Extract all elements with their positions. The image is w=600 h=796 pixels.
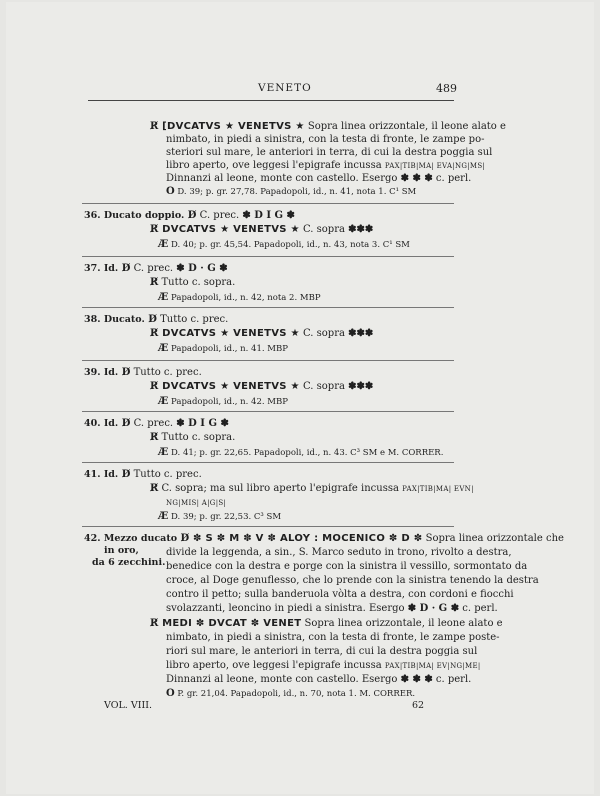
text-line (166, 172, 471, 186)
text-span: R̸ (150, 328, 159, 339)
text-span: nimbato, in piedi a sinistra, con la testa di fronte, le zampe poste- (166, 632, 500, 643)
text-line (84, 417, 229, 431)
text-span: R̸ (150, 483, 159, 494)
text-line (84, 262, 228, 276)
text-line (166, 673, 471, 687)
text-span: c. perl. (459, 603, 498, 614)
text-line (150, 482, 474, 496)
text-line (166, 588, 514, 602)
text-line (84, 468, 202, 482)
text-line (166, 631, 500, 645)
text-span: D. 39; p. gr. 22,53. C³ SM (168, 512, 282, 522)
text-span: R̸ (150, 121, 159, 132)
entry-separator (82, 462, 454, 463)
entry-separator (82, 411, 454, 412)
text-line (166, 546, 512, 560)
text-span: 36. Ducato doppio. (84, 210, 185, 221)
text-span: D̸ (118, 367, 131, 378)
text-span: riori sul mare, le anteriori in terra, di cui la destra poggia sul (166, 646, 478, 657)
text-span: Æ (158, 343, 169, 354)
text-span: C. prec. (196, 210, 243, 221)
text-span: O (166, 186, 175, 197)
text-line (84, 209, 295, 223)
text-span: Tutto c. prec. (130, 469, 202, 480)
page-number: 489 (436, 82, 457, 95)
text-span: in oro, (104, 545, 139, 556)
text-span: ✽ ✽ ✽ (400, 173, 433, 184)
text-line (92, 556, 165, 570)
text-span: steriori sul mare, le anteriori in terra, di cui la destra poggia sul (166, 147, 493, 158)
text-span: Tutto c. prec. (156, 314, 229, 325)
text-span: R̸ (150, 618, 159, 629)
text-span: contro il petto; sulla banderuola vòlta a destra, con cordoni e fiocchi (166, 589, 514, 600)
text-span: Æ (158, 511, 169, 522)
text-span: ✽ D I G ✽ (242, 210, 295, 221)
text-span: C. sopra; ma sul libro aperto l'epigrafe incussa (158, 483, 403, 494)
text-span: PAX|TIB|MA| EVA|NG|MS| (384, 162, 486, 170)
text-span: libro aperto, ove leggesi l'epigrafe incussa (166, 660, 385, 671)
text-span: DVCATVS ★ VENETVS ★ (158, 224, 300, 235)
text-line (166, 687, 415, 701)
text-line (150, 327, 373, 341)
text-line (166, 602, 498, 616)
text-span: D̸ (144, 314, 157, 325)
text-line (84, 313, 228, 327)
text-line (84, 532, 564, 546)
text-line (166, 659, 481, 673)
text-span: PAX|TIB|MA| EV|NG|ME| (384, 662, 481, 670)
text-line (158, 446, 443, 460)
text-span: 39. Id. (84, 367, 119, 378)
text-span: MEDI ✽ DVCAT ✽ VENET (158, 618, 302, 629)
text-span: D̸ (118, 263, 131, 274)
text-span: D. 41; p. gr. 22,65. Papadopoli, id., n. 43. C³ SM e M. CORRER. (168, 448, 444, 458)
text-line (166, 133, 484, 147)
text-span: C. prec. (130, 263, 177, 274)
text-span: ✽ S ✽ M ✽ V ✽ ALOY : MOCENICO ✽ D ✽ (189, 533, 423, 544)
text-span: R̸ (150, 277, 159, 288)
text-line (166, 146, 492, 160)
text-line (158, 510, 281, 524)
text-span: P. gr. 21,04. Papadopoli, id., n. 70, nota 1. M. CORRER. (174, 689, 416, 699)
text-span: D̸ (118, 418, 131, 429)
text-span: Tutto c. sopra. (158, 432, 236, 443)
text-span: 37. Id. (84, 263, 119, 274)
text-line (150, 223, 373, 237)
text-line (150, 431, 235, 445)
text-span: ✽ D I G ✽ (176, 418, 229, 429)
text-span: Sopra linea orizzontale, il leone alato e (301, 618, 503, 629)
entry-separator (82, 307, 454, 308)
text-span: C. sopra (299, 381, 349, 392)
text-span: DVCATVS ★ VENETVS ★ (158, 381, 300, 392)
text-span: Æ (158, 396, 169, 407)
text-line (166, 574, 539, 588)
text-span: c. perl. (432, 674, 472, 685)
text-span: ✽ D · G ✽ (407, 603, 460, 614)
text-span: svolazzanti, leoncino in piedi a sinistra. Esergo (166, 603, 408, 614)
text-span: D̸ (118, 469, 131, 480)
text-span: Tutto c. prec. (130, 367, 202, 378)
running-head: VENETO (258, 82, 312, 94)
text-span: D. 39; p. gr. 27,78. Papadopoli, id., n. 41, nota 1. C¹ SM (174, 187, 417, 197)
text-span: Tutto c. sopra. (158, 277, 236, 288)
text-span: 41. Id. (84, 469, 119, 480)
text-span: Dinnanzi al leone, monte con castello. Esergo (166, 173, 401, 184)
text-span: R̸ (150, 224, 159, 235)
text-line (158, 342, 288, 356)
text-span: ✽✽✽ (348, 224, 374, 235)
text-line (158, 291, 321, 305)
text-line (166, 645, 477, 659)
header-rule (88, 100, 454, 101)
text-span: PAX|TIB|MA| EVN| (402, 485, 474, 493)
text-line (166, 560, 527, 574)
text-span: Sopra linea orizzontale che (422, 533, 564, 544)
text-span: Æ (158, 447, 169, 458)
text-line (150, 380, 373, 394)
text-line (158, 395, 288, 409)
text-span: Papadopoli, id., n. 42, nota 2. MBP (168, 293, 321, 303)
text-span: 40. Id. (84, 418, 119, 429)
text-span: Æ (158, 292, 169, 303)
text-span: ✽ D · G ✽ (176, 263, 228, 274)
text-span: Æ (158, 239, 169, 250)
text-span: Dinnanzi al leone, monte con castello. Esergo (166, 674, 401, 685)
text-span: 42. Mezzo ducato (84, 533, 178, 544)
text-span: O (166, 688, 175, 699)
text-span: nimbato, in piedi a sinistra, con la testa di fronte, le zampe po- (166, 134, 485, 145)
text-span: D̸ (184, 210, 197, 221)
text-span: D̸ (177, 533, 190, 544)
text-span: Sopra linea orizzontale, il leone alato e (304, 121, 506, 132)
entry-separator (82, 203, 454, 204)
signature-mark: 62 (412, 700, 425, 711)
text-line (158, 238, 410, 252)
text-line (150, 276, 235, 290)
entry-separator (82, 360, 454, 361)
text-span: Papadopoli, id., n. 41. MBP (168, 344, 288, 354)
text-span: R̸ (150, 381, 159, 392)
text-span: Papadopoli, id., n. 42. MBP (168, 397, 288, 407)
text-span: C. sopra (299, 224, 349, 235)
text-span: libro aperto, ove leggesi l'epigrafe incussa (166, 160, 385, 171)
text-span: C. sopra (299, 328, 349, 339)
text-span: ✽ ✽ ✽ (400, 674, 433, 685)
text-span: [DVCATVS ★ VENETVS ★ (158, 121, 305, 132)
text-span: ✽✽✽ (348, 381, 374, 392)
text-span: D. 40; p. gr. 45,54. Papadopoli, id., n. 43, nota 3. C¹ SM (168, 240, 410, 250)
text-span: DVCATVS ★ VENETVS ★ (158, 328, 300, 339)
volume-label: VOL. VIII. (104, 700, 152, 711)
entry-separator (82, 256, 454, 257)
text-span: divide la leggenda, a sin., S. Marco seduto in trono, rivolto a destra, (166, 547, 512, 558)
text-span: da 6 zecchini. (92, 557, 166, 568)
text-span: croce, al Doge genuflesso, che lo prende con la sinistra tenendo la destra (166, 575, 539, 586)
text-line (150, 120, 506, 134)
text-span: NG|MIS| A|G|S| (166, 499, 227, 507)
text-span: ✽✽✽ (348, 328, 374, 339)
text-span: 38. Ducato. (84, 314, 145, 325)
text-span: R̸ (150, 432, 159, 443)
text-line (166, 185, 416, 199)
text-span: c. perl. (432, 173, 472, 184)
text-line (150, 617, 503, 631)
entry-separator (82, 526, 454, 527)
text-line (166, 496, 226, 510)
text-span: C. prec. (130, 418, 177, 429)
text-line (166, 159, 485, 173)
text-span: benedice con la destra e porge con la sinistra il vessillo, sormontato da (166, 561, 528, 572)
text-line (84, 366, 202, 380)
